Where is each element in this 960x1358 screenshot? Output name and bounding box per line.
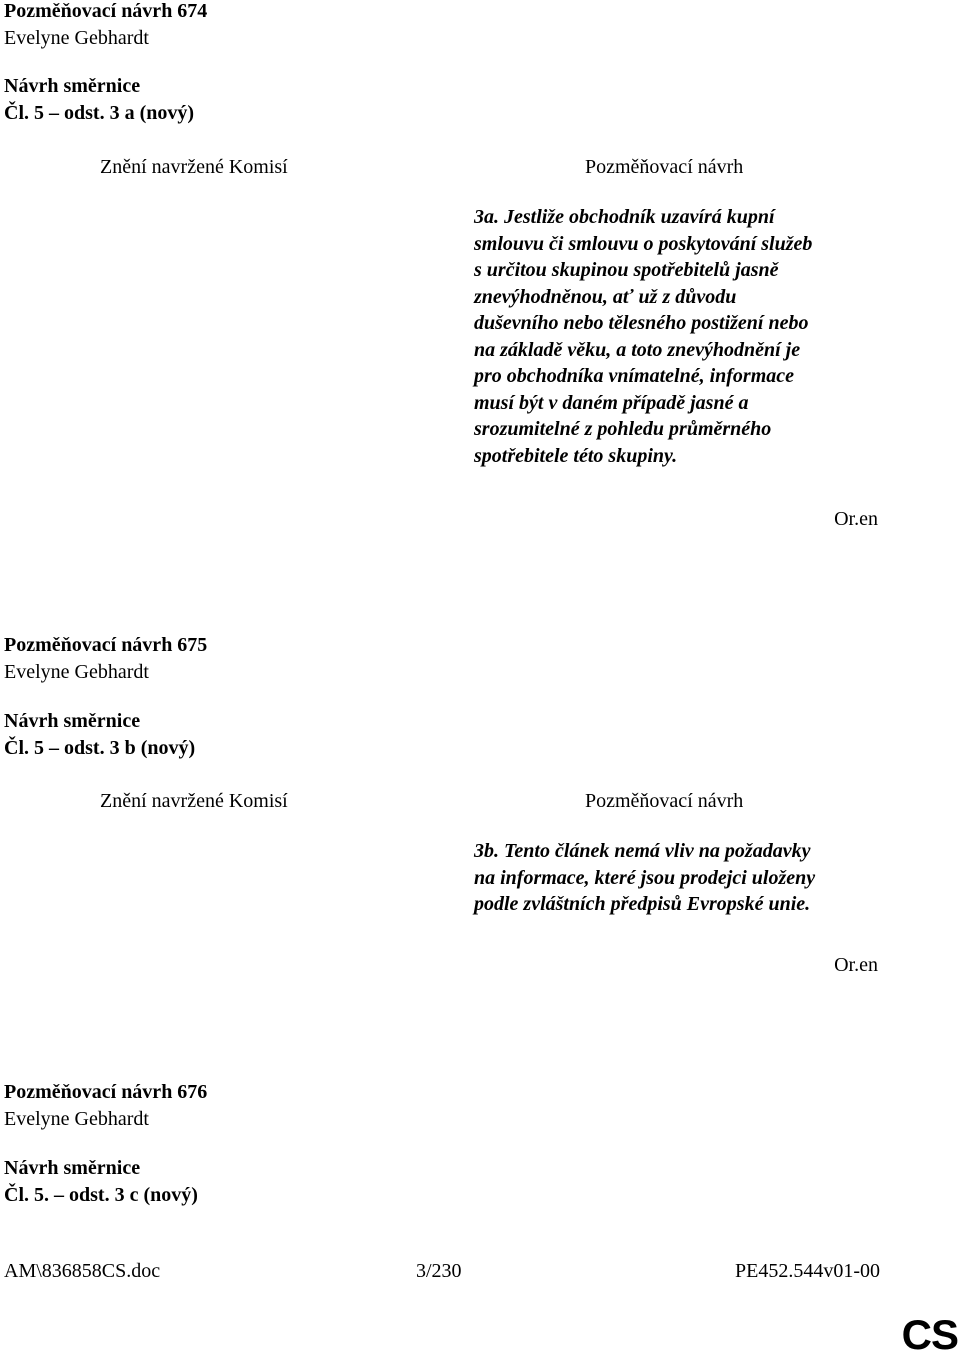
amendment-author: Evelyne Gebhardt [4, 660, 149, 683]
proposal-label: Návrh směrnice [4, 710, 141, 732]
column-heading-amendment: Pozměňovací návrh [585, 156, 744, 178]
amendment-text-line: smlouvu či smlouvu o poskytování služeb [474, 232, 813, 255]
original-language: Or.en [834, 508, 878, 530]
amendment-674-text [474, 204, 812, 469]
amendment-text-line: 3b. Tento článek nemá vliv na požadavky [474, 840, 811, 862]
amendment-text-line: na informace, které jsou prodejci uloženy [474, 866, 816, 889]
article-label: Čl. 5 – odst. 3 a (nový) [4, 101, 195, 124]
article-label: Čl. 5 – odst. 3 b (nový) [4, 736, 196, 759]
amendment-author: Evelyne Gebhardt [4, 1107, 149, 1130]
amendment-674-reference [4, 73, 194, 126]
amendment-text-line: srozumitelné z pohledu průměrného [474, 418, 772, 440]
amendment-text-line: duševního nebo tělesného postižení nebo [474, 312, 809, 334]
amendment-676-header [4, 1079, 207, 1132]
original-language: Or.en [834, 954, 878, 976]
column-heading-commission: Znění navržené Komisí [100, 156, 288, 178]
amendment-title: Pozměňovací návrh 676 [4, 1081, 208, 1103]
document-reference: AM\836858CS.doc [4, 1260, 161, 1282]
language-mark: CS [901, 1311, 958, 1358]
amendment-title: Pozměňovací návrh 674 [4, 0, 208, 22]
amendment-675-text [474, 838, 815, 918]
proposal-label: Návrh směrnice [4, 1157, 141, 1179]
amendment-675-header [4, 632, 207, 685]
amendment-author: Evelyne Gebhardt [4, 26, 149, 49]
proposal-label: Návrh směrnice [4, 75, 141, 97]
article-label: Čl. 5. – odst. 3 c (nový) [4, 1183, 198, 1206]
pe-reference: PE452.544v01-00 [735, 1260, 880, 1282]
amendment-674-header [4, 0, 207, 51]
column-heading-amendment: Pozměňovací návrh [585, 790, 744, 812]
amendment-title: Pozměňovací návrh 675 [4, 634, 208, 656]
amendment-text-line: spotřebitele této skupiny. [474, 444, 678, 467]
amendment-676-reference [4, 1155, 198, 1208]
amendment-text-line: znevýhodněnou, ať už z důvodu [474, 285, 737, 308]
amendment-text-line: na základě věku, a toto znevýhodnění je [474, 338, 801, 361]
amendment-text-line: 3a. Jestliže obchodník uzavírá kupní [474, 206, 775, 228]
amendment-text-line: s určitou skupinou spotřebitelů jasně [474, 259, 779, 281]
amendment-text-line: podle zvláštních předpisů Evropské unie. [474, 893, 811, 915]
amendment-675-reference [4, 708, 195, 761]
column-heading-commission: Znění navržené Komisí [100, 790, 288, 812]
amendment-text-line: pro obchodníka vnímatelné, informace [474, 365, 794, 387]
page-number: 3/230 [416, 1260, 462, 1282]
amendment-text-line: musí být v daném případě jasné a [474, 391, 749, 414]
page-footer [4, 1258, 880, 1284]
